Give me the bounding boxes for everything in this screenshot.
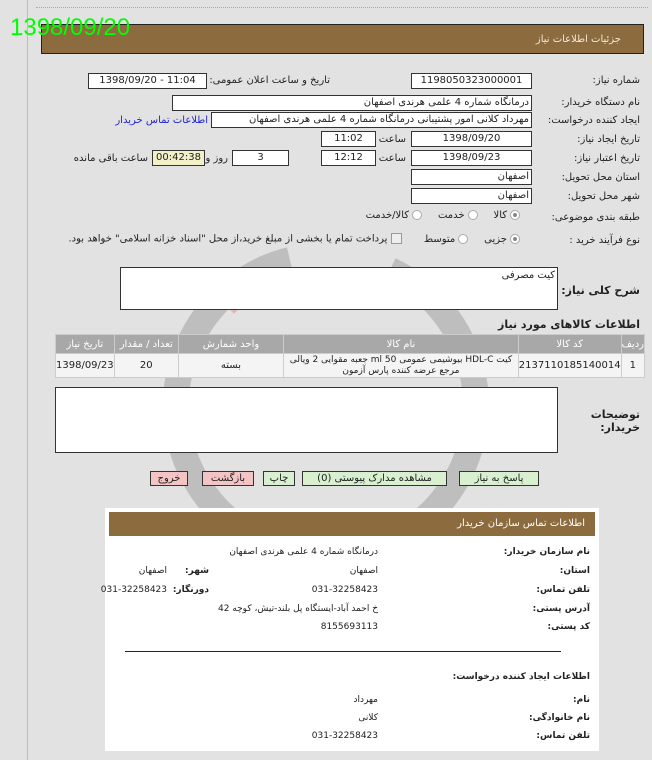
postal-value: 8155693113 bbox=[320, 622, 378, 632]
announce-field: 1398/09/20 - 11:04 bbox=[88, 73, 207, 89]
category-options bbox=[366, 210, 520, 221]
name-label: نام: bbox=[573, 695, 590, 705]
category-service[interactable]: خدمت bbox=[438, 210, 478, 221]
contact-city-value: اصفهان bbox=[138, 566, 167, 576]
creator-info-title: اطلاعات ایجاد کننده درخواست: bbox=[452, 672, 590, 682]
org-value: درمانگاه شماره 4 علمی هرندی اصفهان bbox=[229, 547, 378, 557]
category-goods[interactable]: کالا bbox=[493, 210, 520, 221]
created-time-label: ساعت bbox=[378, 134, 406, 145]
creator-label: ایجاد کننده درخواست: bbox=[547, 115, 640, 126]
contact-title: اطلاعات تماس سازمان خریدار bbox=[457, 518, 585, 529]
stamp-date: 1398/09/20 bbox=[10, 14, 131, 41]
cell-date: 1398/09/23 bbox=[56, 354, 115, 378]
cell-row: 1 bbox=[621, 354, 644, 378]
created-time-field: 11:02 bbox=[321, 131, 376, 147]
valid-date-field: 1398/09/23 bbox=[411, 150, 532, 166]
buyer-org-label: نام دستگاه خریدار: bbox=[561, 97, 640, 108]
col-name: نام کالا bbox=[284, 335, 519, 354]
notes-label: توضیحات خریدار: bbox=[590, 408, 640, 434]
payment-note: پرداخت تمام یا بخشی از مبلغ خرید،از محل "اسناد خزانه اسلامی" خواهد بود. bbox=[68, 233, 388, 245]
category-goods-service[interactable]: کالا/خدمت bbox=[366, 210, 423, 221]
province-field: اصفهان bbox=[411, 169, 532, 185]
created-date-label: تاریخ ایجاد نیاز: bbox=[577, 134, 640, 145]
province-label: استان محل تحویل: bbox=[561, 172, 640, 183]
remaining-time-field: 00:42:38 bbox=[152, 150, 205, 166]
org-label: نام سازمان خریدار: bbox=[503, 547, 590, 557]
reply-button[interactable]: پاسخ به نیاز bbox=[459, 471, 539, 486]
left-divider bbox=[27, 0, 28, 760]
print-button[interactable]: چاپ bbox=[263, 471, 295, 486]
items-table bbox=[55, 334, 645, 378]
col-unit: واحد شمارش bbox=[178, 335, 283, 354]
announce-label: تاریخ و ساعت اعلان عمومی: bbox=[209, 75, 330, 86]
radio-icon[interactable] bbox=[510, 234, 520, 244]
radio-icon[interactable] bbox=[412, 210, 422, 220]
city-label: شهر محل تحویل: bbox=[567, 191, 640, 202]
page-title: جزئیات اطلاعات نیاز bbox=[535, 34, 621, 45]
address-value: خ احمد آباد-ایستگاه پل بلند-تیش، کوچه 42 bbox=[217, 604, 378, 614]
family-label: نام خانوادگی: bbox=[528, 713, 590, 723]
attachments-button[interactable]: مشاهده مدارک پیوستی (0) bbox=[302, 471, 447, 486]
watermark-logo bbox=[60, 200, 580, 560]
creator-phone-value: 031-32258423 bbox=[311, 731, 378, 741]
process-label: نوع فرآیند خرید : bbox=[569, 235, 640, 246]
fax-label: دورنگار: bbox=[172, 585, 209, 595]
valid-time-field: 12:12 bbox=[321, 150, 376, 166]
cell-unit: بسته bbox=[178, 354, 283, 378]
process-options bbox=[68, 233, 520, 245]
treasury-checkbox[interactable] bbox=[391, 233, 402, 244]
days-label: روز و bbox=[205, 153, 228, 164]
creator-field: مهرداد کلانی امور پشتیبانی درمانگاه شماره 4 علمی هرندی اصفهان bbox=[211, 112, 532, 128]
city-field: اصفهان bbox=[411, 188, 532, 204]
col-row: ردیف bbox=[621, 335, 644, 354]
items-title: اطلاعات کالاهای مورد نیاز bbox=[498, 318, 640, 331]
valid-date-label: تاریخ اعتبار نیاز: bbox=[574, 153, 640, 164]
name-value: مهرداد bbox=[353, 695, 378, 705]
col-qty: تعداد / مقدار bbox=[114, 335, 178, 354]
table-row bbox=[56, 354, 645, 378]
radio-icon[interactable] bbox=[510, 210, 520, 220]
remaining-label: ساعت باقی مانده bbox=[73, 153, 148, 164]
category-label: طبقه بندی موضوعی: bbox=[551, 212, 640, 223]
col-date: تاریخ نیاز bbox=[56, 335, 115, 354]
process-medium[interactable]: متوسط bbox=[424, 234, 468, 245]
need-number-label: شماره نیاز: bbox=[592, 75, 640, 86]
phone-value: 031-32258423 bbox=[311, 585, 378, 595]
contact-header bbox=[109, 512, 595, 536]
contact-province-value: اصفهان bbox=[349, 566, 378, 576]
table-header-row bbox=[56, 335, 645, 354]
creator-phone-label: تلفن تماس: bbox=[536, 731, 590, 741]
top-dotted-line bbox=[36, 7, 648, 8]
description-textarea[interactable] bbox=[120, 267, 558, 310]
cell-qty: 20 bbox=[114, 354, 178, 378]
buyer-org-field: درمانگاه شماره 4 علمی هرندی اصفهان bbox=[172, 95, 532, 111]
buyer-contact-link[interactable]: اطلاعات تماس خریدار bbox=[115, 115, 208, 126]
postal-label: کد پستی: bbox=[547, 622, 590, 632]
description-value: کیت مصرفی bbox=[501, 270, 555, 281]
notes-textarea[interactable] bbox=[55, 387, 558, 453]
valid-time-label: ساعت bbox=[378, 153, 406, 164]
exit-button[interactable]: خروج bbox=[150, 471, 188, 486]
family-value: کلانی bbox=[358, 713, 378, 723]
back-button[interactable]: بازگشت bbox=[202, 471, 254, 486]
fax-value: 031-32258423 bbox=[100, 585, 167, 595]
phone-label: تلفن تماس: bbox=[536, 585, 590, 595]
radio-icon[interactable] bbox=[468, 210, 478, 220]
created-date-field: 1398/09/20 bbox=[411, 131, 532, 147]
cell-code: 2137110185140014 bbox=[518, 354, 621, 378]
need-number-field: 1198050323000001 bbox=[411, 73, 532, 89]
col-code: کد کالا bbox=[518, 335, 621, 354]
cell-name: کیت HDL-C بیوشیمی عمومی 50 ml جعبه مقوایی 2 ویالی مرجع عرضه کننده پارس آزمون bbox=[284, 354, 519, 378]
contact-city-label: شهر: bbox=[185, 566, 209, 576]
contact-province-label: استان: bbox=[559, 566, 590, 576]
days-field: 3 bbox=[232, 150, 289, 166]
description-label: شرح کلی نیاز: bbox=[561, 284, 640, 297]
process-minor[interactable]: جزیی bbox=[484, 234, 520, 245]
radio-icon[interactable] bbox=[458, 234, 468, 244]
contact-divider bbox=[125, 651, 561, 652]
page-header bbox=[41, 24, 644, 54]
address-label: آدرس پستی: bbox=[532, 604, 590, 614]
